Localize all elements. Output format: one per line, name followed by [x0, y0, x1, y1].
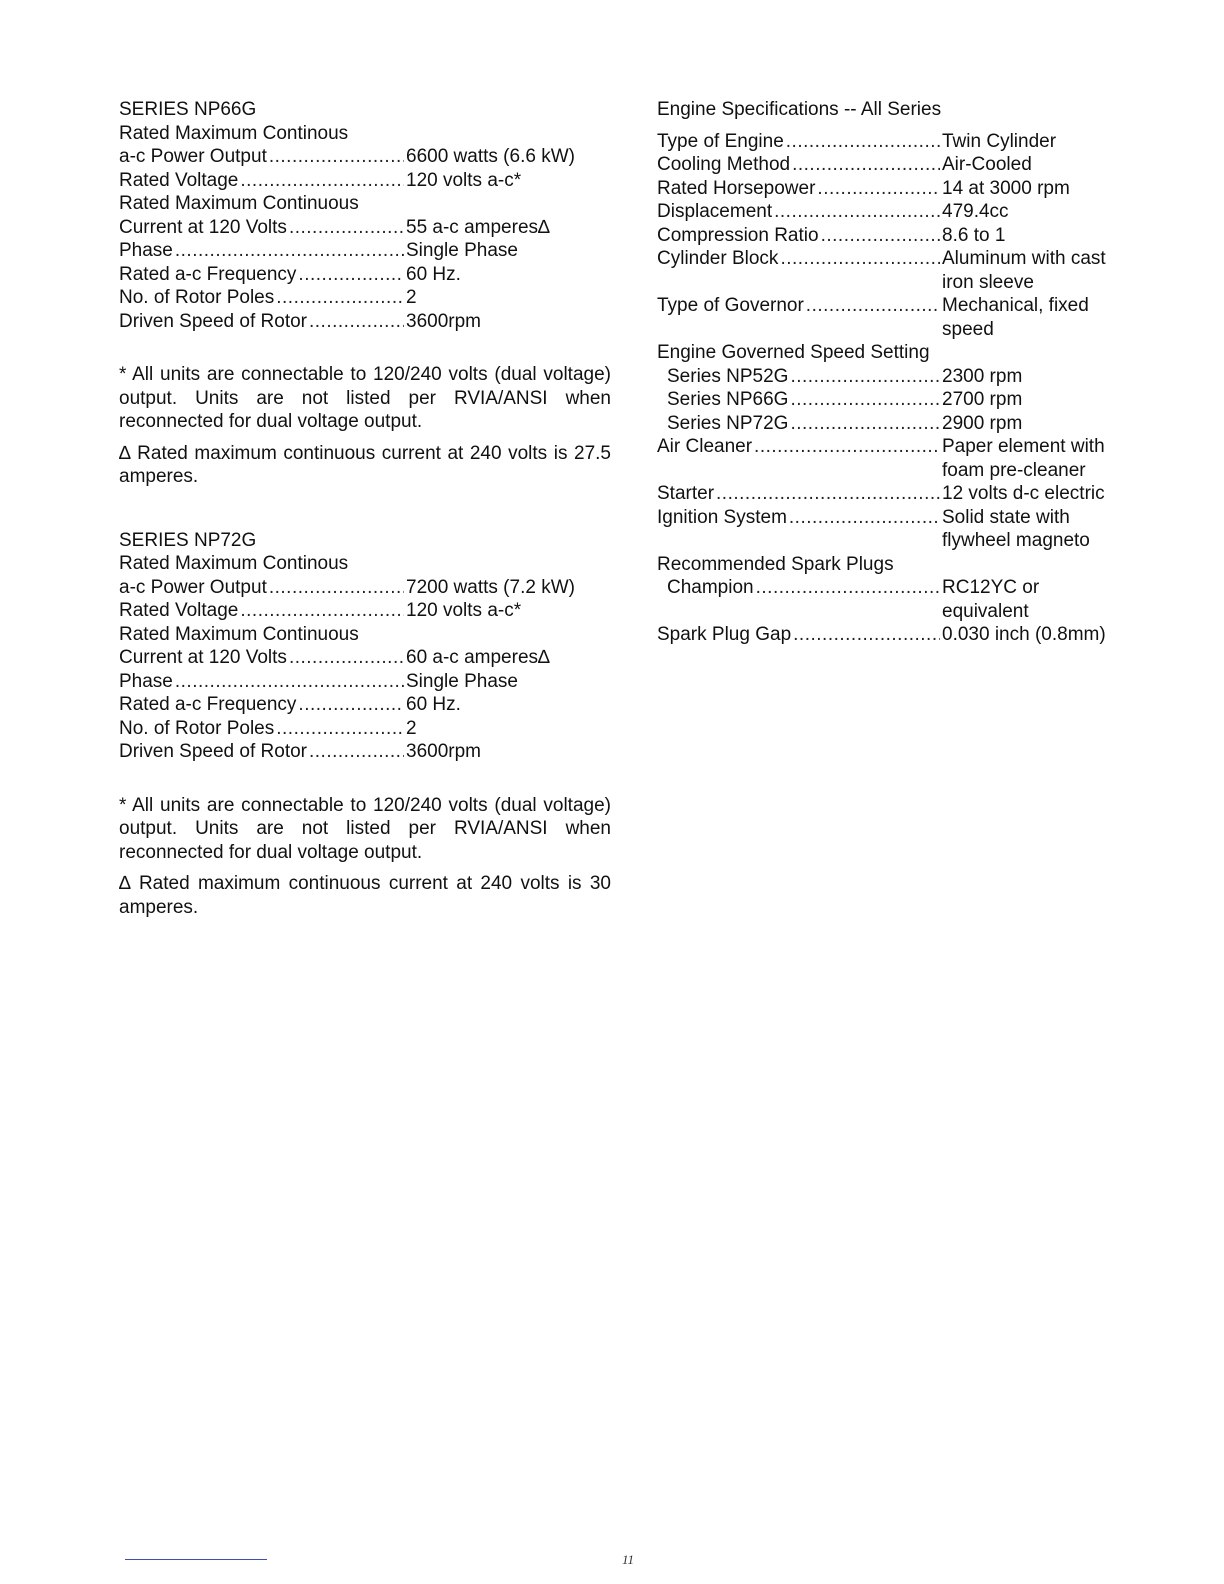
footnote-current: ∆ Rated maximum continuous current at 240 volts is 30 amperes.	[119, 873, 611, 918]
spec-label: No. of Rotor Poles	[119, 717, 275, 739]
spec-value: 60 Hz.	[406, 263, 461, 285]
spec-row	[119, 646, 611, 670]
spec-value: 3600rpm	[406, 741, 481, 762]
dot-leader	[289, 646, 404, 670]
dot-leader	[276, 717, 404, 741]
dot-leader	[289, 216, 404, 240]
spec-label: Rated Voltage	[119, 169, 239, 191]
dot-leader	[792, 153, 940, 177]
dot-leader	[309, 740, 404, 764]
spec-row	[119, 740, 611, 764]
spec-value: 14 at 3000 rpm	[942, 177, 1070, 199]
spec-row	[119, 239, 611, 263]
spec-row	[657, 623, 1122, 647]
spec-row	[657, 177, 1122, 201]
engine-specs-heading: Engine Specifications -- All Series	[657, 99, 942, 120]
spec-value: Air-Cooled	[942, 154, 1032, 175]
spec-label: Champion	[667, 577, 754, 598]
spec-label: Phase	[119, 240, 173, 261]
subheading: Rated Maximum Continous	[119, 122, 349, 144]
dot-leader	[298, 263, 404, 287]
spec-row	[657, 506, 1122, 553]
np66g-section	[119, 98, 611, 489]
spec-row	[657, 388, 1122, 412]
dot-leader	[817, 177, 940, 201]
spec-value: 2	[406, 287, 417, 308]
spec-row	[657, 200, 1122, 224]
spec-label: a-c Power Output	[119, 576, 267, 598]
spec-row	[119, 693, 611, 717]
spec-value: 3600rpm	[406, 310, 481, 332]
spec-value: 60 a-c amperes∆	[406, 647, 550, 668]
spec-row	[657, 576, 1122, 623]
dot-leader	[786, 130, 940, 154]
footnote-current: ∆ Rated maximum continuous current at 240 volts is 27.5 amperes.	[119, 442, 611, 487]
dot-leader	[309, 310, 404, 334]
spec-label: Ignition System	[657, 506, 787, 528]
spec-label: Cooling Method	[657, 154, 791, 175]
left-column	[119, 98, 611, 919]
spec-row	[657, 153, 1122, 177]
governed-speed-heading: Engine Governed Speed Setting	[657, 342, 930, 363]
spec-value: 55 a-c amperes∆	[406, 216, 550, 238]
spec-row	[657, 412, 1122, 436]
spec-label: Rated a-c Frequency	[119, 694, 297, 715]
np72g-section	[119, 529, 611, 920]
spec-value: 2700 rpm	[942, 389, 1023, 410]
subheading: Rated Maximum Continuous	[119, 193, 359, 214]
spec-row	[119, 576, 611, 600]
spec-row	[119, 599, 611, 623]
spec-row	[119, 670, 611, 694]
dot-leader	[780, 247, 940, 271]
dot-leader	[175, 239, 404, 263]
spec-label: Current at 120 Volts	[119, 216, 287, 238]
dot-leader	[793, 623, 940, 647]
spec-label: Rated Horsepower	[657, 177, 816, 199]
dot-leader	[269, 145, 404, 169]
spec-label: Current at 120 Volts	[119, 647, 287, 668]
spec-row	[657, 294, 1122, 341]
spec-label: Type of Engine	[657, 130, 784, 152]
spec-value: RC12YC or equivalent	[942, 577, 1040, 622]
spec-label: Rated Voltage	[119, 600, 239, 621]
spec-label: a-c Power Output	[119, 146, 267, 167]
spec-label: No. of Rotor Poles	[119, 287, 275, 308]
spec-label: Starter	[657, 483, 715, 504]
spec-label: Air Cleaner	[657, 436, 753, 457]
spec-label: Spark Plug Gap	[657, 624, 792, 645]
spec-label: Compression Ratio	[657, 224, 819, 246]
spec-row	[657, 130, 1122, 154]
spec-value: Solid state with flywheel magneto	[942, 506, 1090, 551]
spec-value: 7200 watts (7.2 kW)	[406, 576, 575, 598]
spec-row	[119, 717, 611, 741]
spec-value: Mechanical, fixed speed	[942, 295, 1089, 340]
spec-row	[657, 365, 1122, 389]
spec-label: Driven Speed of Rotor	[119, 741, 307, 762]
dot-leader	[789, 506, 940, 530]
spec-value: Twin Cylinder	[942, 130, 1057, 152]
spec-value: 12 volts d-c electric	[942, 483, 1105, 504]
spec-row	[119, 216, 611, 240]
spec-row	[119, 145, 611, 169]
right-column	[657, 98, 1122, 647]
spec-row	[657, 224, 1122, 248]
spec-row	[119, 169, 611, 193]
spec-value: 479.4cc	[942, 201, 1009, 222]
dot-leader	[774, 200, 940, 224]
spec-row	[657, 247, 1122, 294]
spec-value: 8.6 to 1	[942, 224, 1006, 246]
spec-value: 6600 watts (6.6 kW)	[406, 146, 575, 167]
spec-row	[657, 435, 1122, 482]
footnote-dual-voltage: * All units are connectable to 120/240 volts (dual voltage) output. Units are not listed per RVIA/ANSI when reconnected for dual voltage output.	[119, 364, 611, 432]
dot-leader	[806, 294, 940, 318]
dot-leader	[269, 576, 404, 600]
spec-label: Series NP52G	[667, 365, 789, 387]
spec-label: Series NP66G	[667, 389, 789, 410]
dot-leader	[175, 670, 404, 694]
dot-leader	[298, 693, 404, 717]
footer-rule	[125, 1559, 267, 1560]
footnote-dual-voltage: * All units are connectable to 120/240 volts (dual voltage) output. Units are not listed per RVIA/ANSI when reconnected for dual voltage output.	[119, 794, 611, 863]
spark-plugs-heading: Recommended Spark Plugs	[657, 553, 894, 575]
spec-value: 2	[406, 717, 417, 739]
dot-leader	[756, 576, 940, 600]
dot-leader	[240, 169, 404, 193]
spec-value: Paper element with foam pre-cleaner	[942, 436, 1105, 481]
spec-label: Type of Governor	[657, 295, 804, 316]
dot-leader	[790, 388, 940, 412]
spec-value: 120 volts a-c*	[406, 600, 522, 621]
spec-row	[657, 482, 1122, 506]
dot-leader	[754, 435, 940, 459]
dot-leader	[276, 286, 404, 310]
spec-label: Phase	[119, 670, 173, 692]
spec-value: Single Phase	[406, 670, 518, 692]
spec-label: Series NP72G	[667, 412, 789, 434]
spec-row	[119, 286, 611, 310]
spec-value: Single Phase	[406, 240, 518, 261]
spec-value: 120 volts a-c*	[406, 169, 522, 191]
dot-leader	[790, 412, 940, 436]
spec-label: Rated a-c Frequency	[119, 263, 297, 285]
subheading: Rated Maximum Continuous	[119, 623, 359, 645]
spec-value: 0.030 inch (0.8mm)	[942, 624, 1106, 645]
subheading: Rated Maximum Continous	[119, 553, 349, 574]
spec-value: Aluminum with cast iron sleeve	[942, 248, 1106, 293]
spec-label: Driven Speed of Rotor	[119, 310, 307, 332]
section-heading: SERIES NP72G	[119, 529, 257, 551]
dot-leader	[240, 599, 404, 623]
dot-leader	[790, 365, 940, 389]
page-number: 11	[622, 1552, 635, 1567]
dot-leader	[716, 482, 940, 506]
spec-value: 60 Hz.	[406, 694, 461, 715]
spec-row	[119, 310, 611, 334]
spec-value: 2900 rpm	[942, 412, 1023, 434]
section-heading: SERIES NP66G	[119, 99, 257, 120]
spec-label: Cylinder Block	[657, 248, 779, 269]
spec-label: Displacement	[657, 201, 773, 222]
spec-row	[119, 263, 611, 287]
spec-value: 2300 rpm	[942, 365, 1023, 387]
dot-leader	[821, 224, 940, 248]
